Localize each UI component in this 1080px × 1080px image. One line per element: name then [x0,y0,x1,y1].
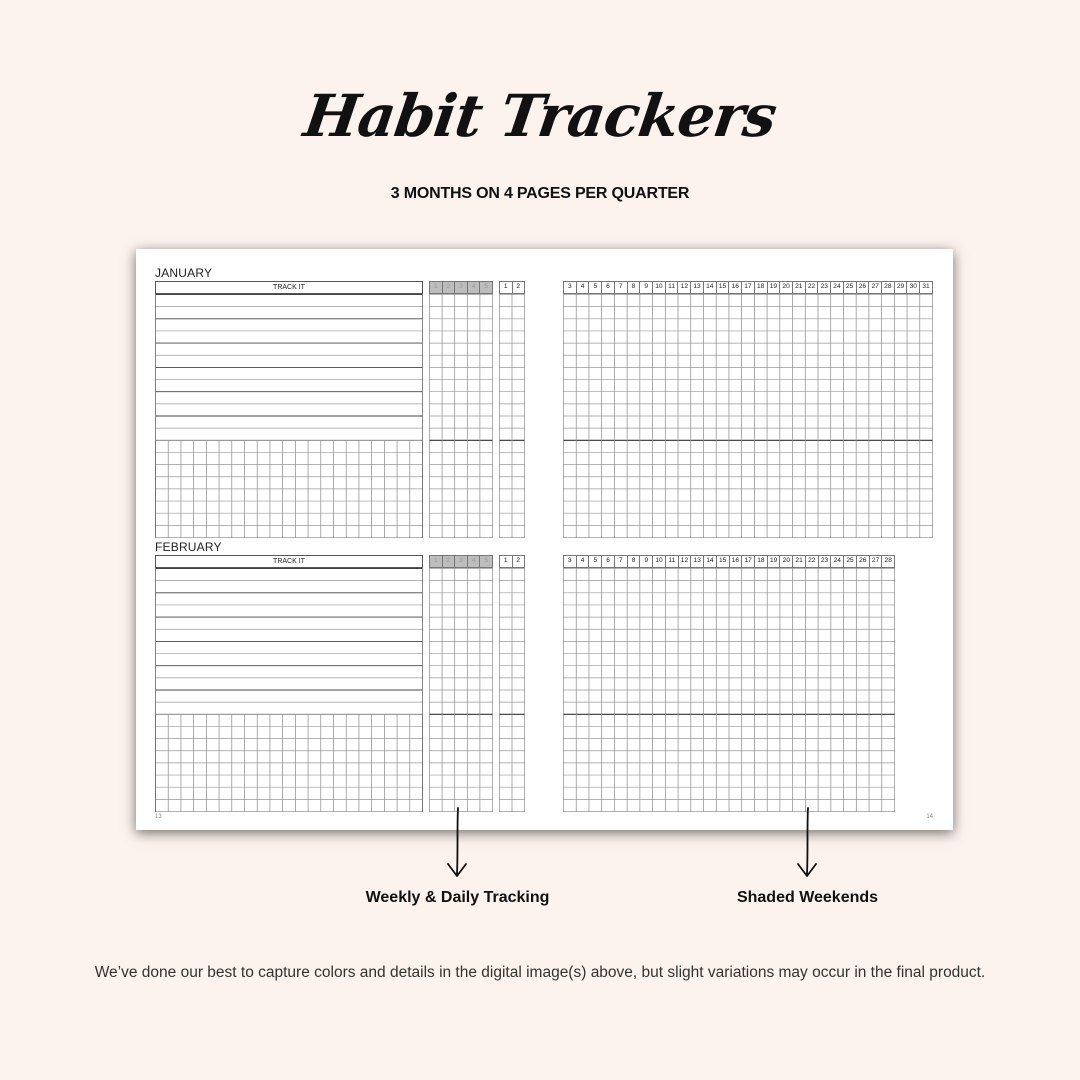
day-number-cell: 5 [588,555,601,568]
day-number-cell: 10 [652,281,665,294]
day-number-cell: 25 [843,281,856,294]
day-number-cell: 21 [792,555,805,568]
day-number-cell: 26 [856,281,869,294]
day-number-cell: 19 [767,281,780,294]
track-it-header: TRACK IT [155,555,423,568]
day-number-cell: 2 [512,555,526,568]
day-number-cell: 6 [601,281,614,294]
day-number-cell: 6 [601,555,614,568]
shaded-weekends-caption: Shaded Weekends [736,889,879,906]
day-number-cell: 29 [894,281,907,294]
day-number-cell: 22 [805,281,818,294]
day-number-cell: 24 [830,281,843,294]
day-header-row-left [499,555,525,568]
day-number-cell: 19 [767,555,780,568]
day-number-cell: 11 [665,555,678,568]
day-number-cell: 17 [741,281,754,294]
habit-lines-january [155,294,423,538]
day-number-cell: 14 [703,555,716,568]
day-number-cell: 28 [881,555,895,568]
day-number-cell: 24 [830,555,843,568]
disclaimer-text: We’ve done our best to capture colors and details in the digital image(s) above, but slight variations may occur in the final product. [94,964,986,981]
day-number-cell: 22 [805,555,818,568]
day-number-cell: 14 [703,281,716,294]
day-number-cell: 16 [729,555,742,568]
page-number-left: 13 [155,814,162,820]
day-number-cell: 20 [779,281,792,294]
day-number-cell: 21 [792,281,805,294]
day-number-cell: 28 [881,281,894,294]
week-number-cell: 2 [442,555,455,568]
planner-spread [136,249,953,830]
day-number-cell: 1 [499,281,512,294]
day-number-cell: 4 [576,281,589,294]
day-number-cell: 30 [906,281,919,294]
day-number-cell: 27 [868,281,881,294]
week-header-row [429,555,493,568]
week-number-cell: 3 [454,281,467,294]
day-number-cell: 10 [652,555,665,568]
day-number-cell: 9 [639,555,652,568]
week-header-row [429,281,493,294]
day-number-cell: 7 [614,281,627,294]
day-number-cell: 18 [754,555,767,568]
week-number-cell: 5 [479,281,493,294]
weekly-grid-february [429,568,493,812]
day-number-cell: 20 [779,555,792,568]
daily-grid-left-january [499,294,525,538]
day-number-cell: 23 [817,281,830,294]
arrow-down-icon [794,806,822,880]
day-number-cell: 11 [665,281,678,294]
day-number-cell: 25 [843,555,856,568]
day-number-cell: 3 [563,555,576,568]
daily-grid-right-february [563,568,895,812]
day-header-row-right [563,281,933,294]
daily-grid-right-january [563,294,933,538]
day-number-cell: 3 [563,281,576,294]
daily-grid-left-february [499,568,525,812]
track-it-header: TRACK IT [155,281,423,294]
month-label-january: JANUARY [155,266,213,280]
week-number-cell: 4 [467,281,480,294]
month-label-february: FEBRUARY [155,540,222,554]
day-number-cell: 1 [499,555,512,568]
day-number-cell: 12 [678,555,691,568]
day-number-cell: 8 [627,281,640,294]
day-number-cell: 12 [677,281,690,294]
arrow-down-icon [444,806,472,880]
week-number-cell: 4 [467,555,480,568]
page-subtitle: 3 MONTHS ON 4 PAGES PER QUARTER [390,185,690,202]
day-number-cell: 7 [614,555,627,568]
day-number-cell: 9 [639,281,652,294]
week-number-cell: 5 [479,555,493,568]
day-number-cell: 8 [627,555,640,568]
day-number-cell: 5 [588,281,601,294]
week-number-cell: 2 [442,281,455,294]
day-header-row-left [499,281,525,294]
week-number-cell: 1 [429,555,442,568]
day-number-cell: 16 [728,281,741,294]
day-header-row-right [563,555,895,568]
day-number-cell: 17 [741,555,754,568]
page-title: Habit Trackers [299,82,781,150]
day-number-cell: 15 [716,555,729,568]
day-number-cell: 4 [576,555,589,568]
day-number-cell: 27 [869,555,882,568]
day-number-cell: 15 [716,281,729,294]
weekly-grid-january [429,294,493,538]
weekly-daily-caption: Weekly & Daily Tracking [365,889,550,906]
day-number-cell: 23 [818,555,831,568]
week-number-cell: 3 [454,555,467,568]
day-number-cell: 18 [754,281,767,294]
day-number-cell: 13 [690,555,703,568]
page-number-right: 14 [926,814,933,820]
habit-lines-february [155,568,423,812]
day-number-cell: 31 [919,281,933,294]
week-number-cell: 1 [429,281,442,294]
day-number-cell: 13 [690,281,703,294]
day-number-cell: 2 [512,281,526,294]
day-number-cell: 26 [856,555,869,568]
